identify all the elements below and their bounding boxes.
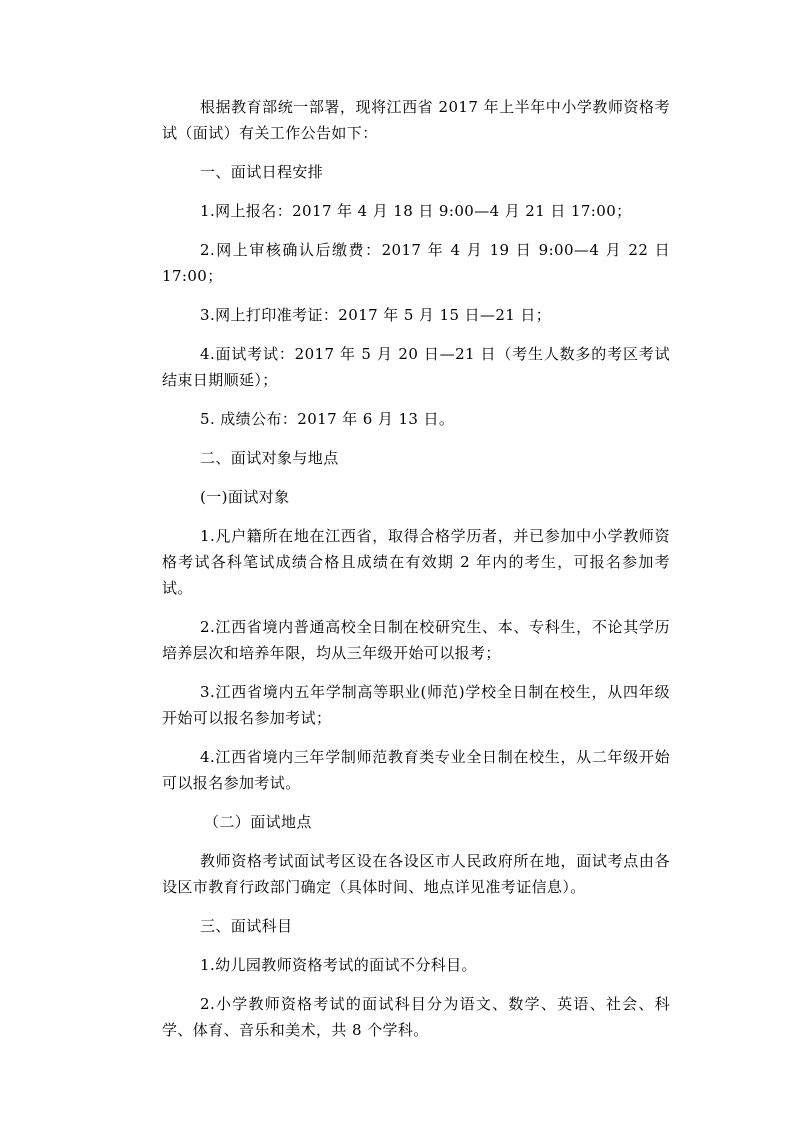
intro-paragraph: 根据教育部统一部署，现将江西省 2017 年上半年中小学教师资格考试（面试）有关工作公告如下： xyxy=(162,98,670,142)
schedule-item-payment: 2.网上审核确认后缴费：2017 年 4 月 19 日 9:00—4 月 22 日 17:00； xyxy=(162,241,670,285)
candidate-rule-3: 3.江西省境内五年学制高等职业(师范)学校全日制在校生，从四年级开始可以报名参加考试； xyxy=(162,683,670,727)
sub-heading-location: （二）面试地点 xyxy=(204,813,312,831)
schedule-item-admission-ticket: 3.网上打印准考证：2017 年 5 月 15 日—21 日； xyxy=(200,306,552,324)
section-heading-schedule: 一、面试日程安排 xyxy=(200,163,324,181)
subject-rule-2: 2.小学教师资格考试的面试科目分为语文、数学、英语、社会、科学、体育、音乐和美术，共 8 个学科。 xyxy=(162,995,670,1039)
candidate-rule-4: 4.江西省境内三年学制师范教育类专业全日制在校生，从二年级开始可以报名参加考试。 xyxy=(162,748,670,792)
section-heading-subjects: 三、面试科目 xyxy=(200,917,293,935)
location-paragraph: 教师资格考试面试考区设在各设区市人民政府所在地，面试考点由各设区市教育行政部门确定（具体时间、地点详见准考证信息）。 xyxy=(162,852,670,896)
candidate-rule-1: 1.凡户籍所在地在江西省，取得合格学历者，并已参加中小学教师资格考试各科笔试成绩合格且成绩在有效期 2 年内的考生，可报名参加考试。 xyxy=(162,527,670,597)
schedule-item-results: 5. 成绩公布：2017 年 6 月 13 日。 xyxy=(200,410,455,428)
candidate-rule-2: 2.江西省境内普通高校全日制在校研究生、本、专科生，不论其学历培养层次和培养年限，均从三年级开始可以报考； xyxy=(162,618,670,662)
schedule-item-registration: 1.网上报名：2017 年 4 月 18 日 9:00—4 月 21 日 17:00； xyxy=(200,202,632,220)
sub-heading-candidates: (一)面试对象 xyxy=(200,488,290,506)
schedule-item-exam: 4.面试考试：2017 年 5 月 20 日—21 日（考生人数多的考区考试结束日期顺延）； xyxy=(162,345,670,389)
document-body xyxy=(162,94,670,1043)
section-heading-candidates-location: 二、面试对象与地点 xyxy=(200,449,339,467)
subject-rule-1: 1.幼儿园教师资格考试的面试不分科目。 xyxy=(200,956,477,974)
